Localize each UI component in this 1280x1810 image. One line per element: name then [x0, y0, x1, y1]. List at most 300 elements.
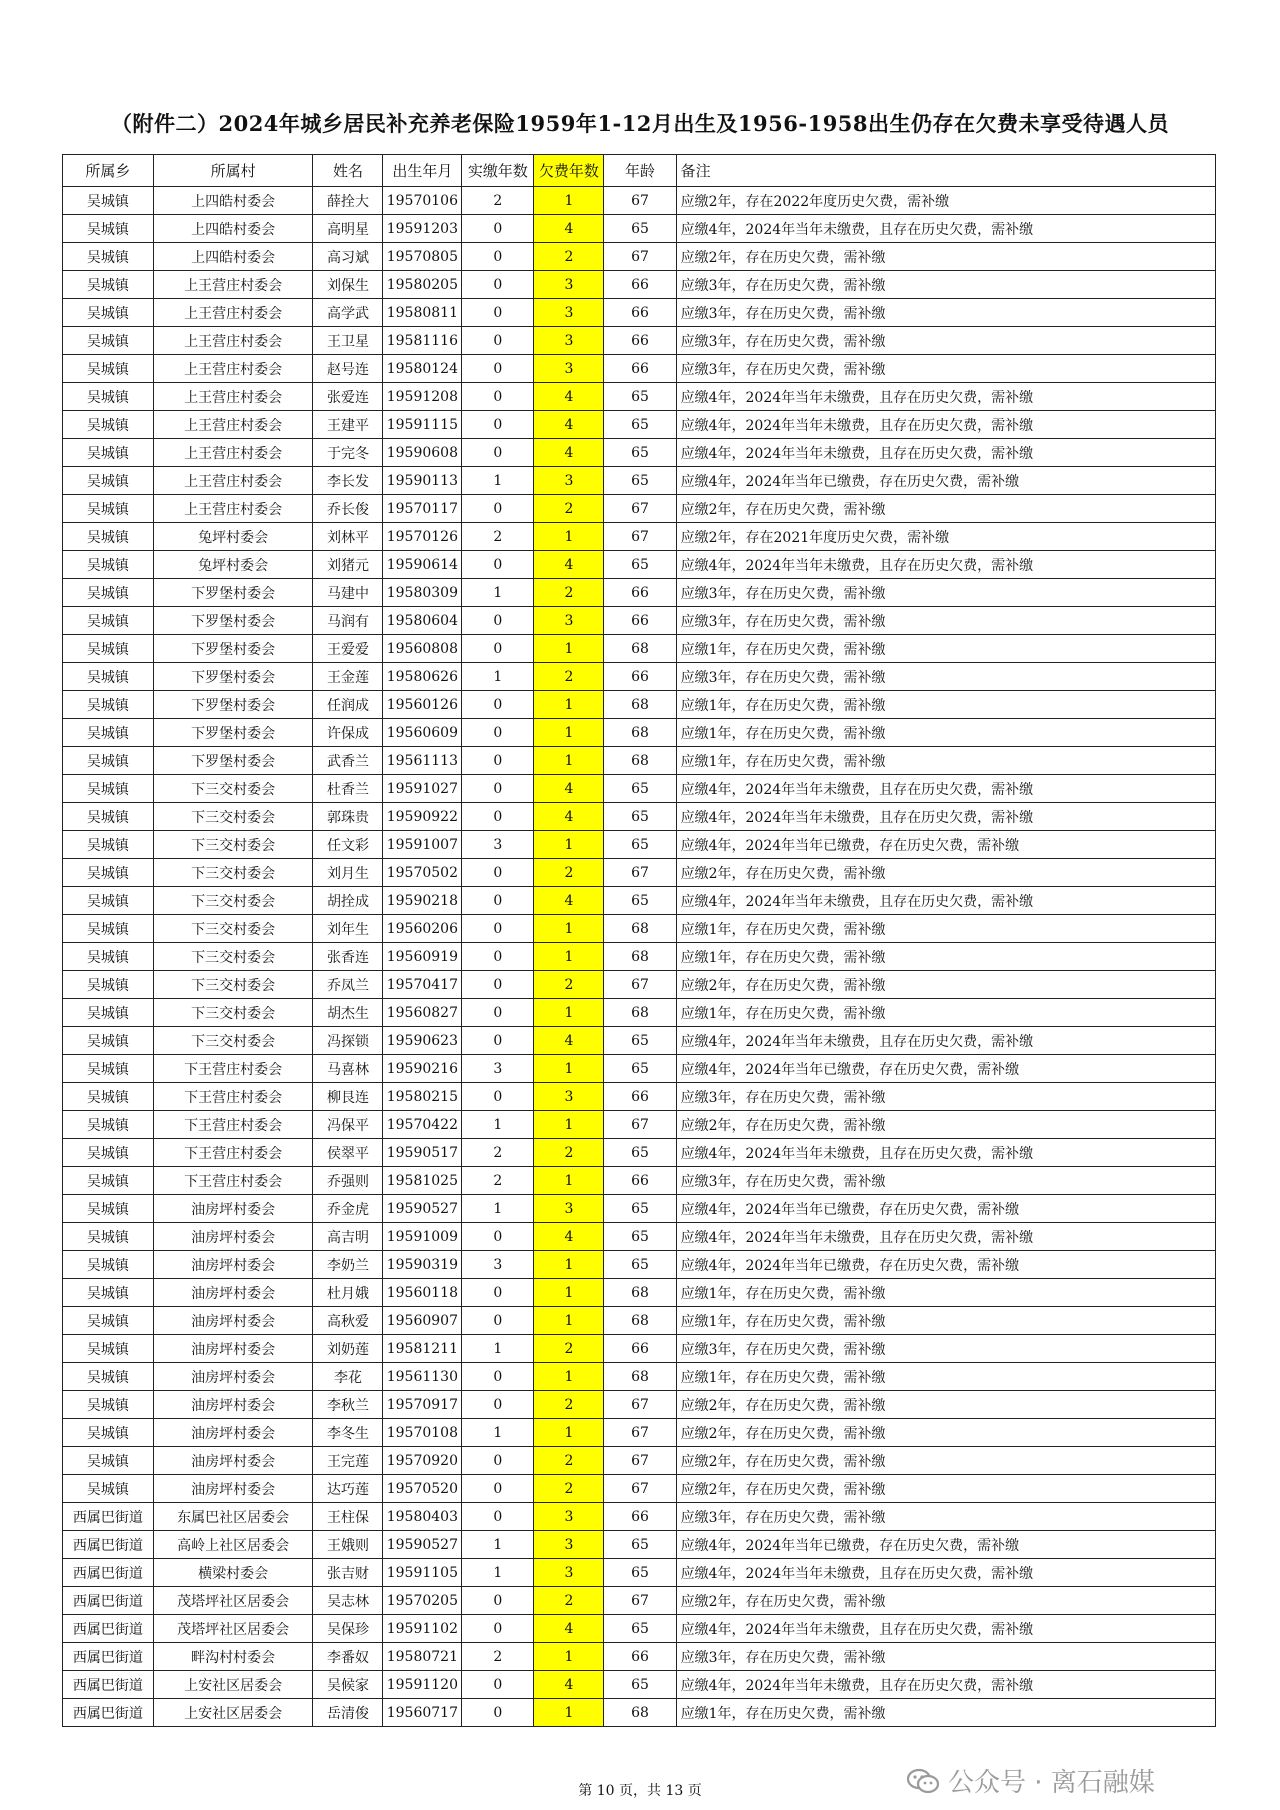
table-row	[63, 187, 1216, 215]
cell-age: 65	[604, 1671, 676, 1699]
cell-arrears-years: 4	[534, 1671, 604, 1699]
cell-age: 67	[604, 187, 676, 215]
cell-remark: 应缴2年，存在历史欠费，需补缴	[676, 1475, 1215, 1503]
cell-township: 吴城镇	[63, 1335, 154, 1363]
table-row	[63, 747, 1216, 775]
cell-birth: 19560907	[383, 1307, 462, 1335]
cell-township: 吴城镇	[63, 1447, 154, 1475]
cell-village: 油房坪村委会	[153, 1475, 313, 1503]
cell-name: 乔金虎	[313, 1195, 383, 1223]
table-row	[63, 607, 1216, 635]
cell-village: 下罗堡村委会	[153, 635, 313, 663]
cell-birth: 19580811	[383, 299, 462, 327]
cell-remark: 应缴4年，2024年当年未缴费，且存在历史欠费，需补缴	[676, 1139, 1215, 1167]
header-township: 所属乡	[63, 155, 154, 187]
cell-birth: 19570520	[383, 1475, 462, 1503]
cell-township: 吴城镇	[63, 1083, 154, 1111]
cell-age: 65	[604, 551, 676, 579]
table-row	[63, 1559, 1216, 1587]
cell-birth: 19581025	[383, 1167, 462, 1195]
table-row	[63, 243, 1216, 271]
cell-remark: 应缴1年，存在历史欠费，需补缴	[676, 915, 1215, 943]
cell-village: 油房坪村委会	[153, 1195, 313, 1223]
cell-name: 王金莲	[313, 663, 383, 691]
table-row	[63, 1335, 1216, 1363]
cell-township: 吴城镇	[63, 495, 154, 523]
cell-name: 张香连	[313, 943, 383, 971]
cell-township: 吴城镇	[63, 355, 154, 383]
cell-remark: 应缴4年，2024年当年已缴费，存在历史欠费，需补缴	[676, 1055, 1215, 1083]
cell-paid-years: 0	[462, 1475, 534, 1503]
header-name: 姓名	[313, 155, 383, 187]
cell-arrears-years: 4	[534, 803, 604, 831]
cell-paid-years: 0	[462, 775, 534, 803]
cell-birth: 19570106	[383, 187, 462, 215]
cell-arrears-years: 3	[534, 299, 604, 327]
cell-arrears-years: 4	[534, 887, 604, 915]
cell-birth: 19580124	[383, 355, 462, 383]
cell-village: 下三交村委会	[153, 915, 313, 943]
cell-village: 茂塔坪社区居委会	[153, 1615, 313, 1643]
cell-arrears-years: 1	[534, 1279, 604, 1307]
cell-village: 横梁村委会	[153, 1559, 313, 1587]
cell-remark: 应缴4年，2024年当年已缴费，存在历史欠费，需补缴	[676, 1251, 1215, 1279]
cell-age: 67	[604, 495, 676, 523]
cell-paid-years: 2	[462, 1139, 534, 1167]
cell-remark: 应缴2年，存在历史欠费，需补缴	[676, 1447, 1215, 1475]
cell-township: 吴城镇	[63, 663, 154, 691]
cell-village: 高岭上社区居委会	[153, 1531, 313, 1559]
table-row	[63, 1195, 1216, 1223]
cell-township: 西属巴街道	[63, 1587, 154, 1615]
cell-name: 胡拴成	[313, 887, 383, 915]
cell-name: 李奶兰	[313, 1251, 383, 1279]
cell-age: 65	[604, 215, 676, 243]
cell-paid-years: 2	[462, 523, 534, 551]
watermark-text: 公众号 · 离石融媒	[948, 1768, 1155, 1798]
cell-village: 下罗堡村委会	[153, 719, 313, 747]
cell-township: 吴城镇	[63, 691, 154, 719]
cell-paid-years: 3	[462, 831, 534, 859]
cell-birth: 19581211	[383, 1335, 462, 1363]
cell-birth: 19591102	[383, 1615, 462, 1643]
table-row	[63, 1615, 1216, 1643]
cell-paid-years: 0	[462, 1083, 534, 1111]
table-row	[63, 1671, 1216, 1699]
cell-village: 油房坪村委会	[153, 1251, 313, 1279]
cell-birth: 19590319	[383, 1251, 462, 1279]
cell-township: 吴城镇	[63, 887, 154, 915]
cell-paid-years: 0	[462, 383, 534, 411]
cell-remark: 应缴3年，存在历史欠费，需补缴	[676, 1503, 1215, 1531]
cell-township: 吴城镇	[63, 971, 154, 999]
cell-paid-years: 0	[462, 215, 534, 243]
cell-name: 刘保生	[313, 271, 383, 299]
cell-name: 李花	[313, 1363, 383, 1391]
cell-village: 油房坪村委会	[153, 1447, 313, 1475]
cell-paid-years: 1	[462, 1419, 534, 1447]
cell-township: 吴城镇	[63, 215, 154, 243]
cell-name: 于完冬	[313, 439, 383, 467]
cell-paid-years: 1	[462, 1195, 534, 1223]
cell-remark: 应缴4年，2024年当年未缴费，且存在历史欠费，需补缴	[676, 551, 1215, 579]
cell-arrears-years: 3	[534, 1559, 604, 1587]
cell-township: 吴城镇	[63, 1111, 154, 1139]
cell-township: 吴城镇	[63, 1419, 154, 1447]
cell-township: 吴城镇	[63, 1223, 154, 1251]
cell-birth: 19560808	[383, 635, 462, 663]
table-row	[63, 915, 1216, 943]
cell-birth: 19590623	[383, 1027, 462, 1055]
cell-name: 刘奶莲	[313, 1335, 383, 1363]
cell-name: 刘林平	[313, 523, 383, 551]
cell-arrears-years: 2	[534, 1335, 604, 1363]
cell-name: 王柱保	[313, 1503, 383, 1531]
table-row	[63, 943, 1216, 971]
cell-arrears-years: 2	[534, 1139, 604, 1167]
cell-name: 李长发	[313, 467, 383, 495]
cell-birth: 19570805	[383, 243, 462, 271]
cell-arrears-years: 3	[534, 1083, 604, 1111]
table-row	[63, 719, 1216, 747]
cell-village: 上四皓村委会	[153, 215, 313, 243]
cell-village: 上安社区居委会	[153, 1699, 313, 1727]
cell-township: 吴城镇	[63, 1055, 154, 1083]
cell-arrears-years: 2	[534, 1475, 604, 1503]
cell-arrears-years: 2	[534, 1587, 604, 1615]
cell-arrears-years: 3	[534, 607, 604, 635]
cell-name: 马润有	[313, 607, 383, 635]
cell-name: 高学武	[313, 299, 383, 327]
cell-birth: 19560717	[383, 1699, 462, 1727]
cell-paid-years: 1	[462, 663, 534, 691]
cell-arrears-years: 4	[534, 383, 604, 411]
table-row	[63, 775, 1216, 803]
cell-arrears-years: 2	[534, 495, 604, 523]
cell-village: 上四皓村委会	[153, 187, 313, 215]
cell-township: 吴城镇	[63, 719, 154, 747]
cell-arrears-years: 1	[534, 523, 604, 551]
cell-age: 66	[604, 607, 676, 635]
cell-birth: 19561130	[383, 1363, 462, 1391]
cell-township: 吴城镇	[63, 1251, 154, 1279]
cell-township: 西属巴街道	[63, 1559, 154, 1587]
cell-remark: 应缴2年，存在历史欠费，需补缴	[676, 859, 1215, 887]
cell-remark: 应缴1年，存在历史欠费，需补缴	[676, 691, 1215, 719]
cell-remark: 应缴1年，存在历史欠费，需补缴	[676, 943, 1215, 971]
cell-age: 65	[604, 1251, 676, 1279]
cell-remark: 应缴4年，2024年当年已缴费，存在历史欠费，需补缴	[676, 467, 1215, 495]
cell-birth: 19580626	[383, 663, 462, 691]
cell-age: 65	[604, 439, 676, 467]
cell-paid-years: 0	[462, 1699, 534, 1727]
cell-age: 67	[604, 1587, 676, 1615]
cell-name: 高秋爱	[313, 1307, 383, 1335]
table-row	[63, 1419, 1216, 1447]
cell-remark: 应缴3年，存在历史欠费，需补缴	[676, 1083, 1215, 1111]
cell-township: 吴城镇	[63, 1363, 154, 1391]
table-row	[63, 1251, 1216, 1279]
cell-remark: 应缴3年，存在历史欠费，需补缴	[676, 1167, 1215, 1195]
cell-name: 张爱连	[313, 383, 383, 411]
table-row	[63, 691, 1216, 719]
cell-paid-years: 2	[462, 187, 534, 215]
cell-name: 任文彩	[313, 831, 383, 859]
cell-paid-years: 3	[462, 1055, 534, 1083]
table-row	[63, 299, 1216, 327]
cell-age: 65	[604, 411, 676, 439]
cell-name: 高习斌	[313, 243, 383, 271]
cell-township: 吴城镇	[63, 803, 154, 831]
cell-arrears-years: 1	[534, 943, 604, 971]
cell-age: 68	[604, 1699, 676, 1727]
cell-township: 吴城镇	[63, 467, 154, 495]
cell-paid-years: 0	[462, 747, 534, 775]
cell-age: 67	[604, 1111, 676, 1139]
table-header-row	[63, 155, 1216, 187]
cell-age: 66	[604, 1643, 676, 1671]
table-row	[63, 999, 1216, 1027]
cell-arrears-years: 1	[534, 1251, 604, 1279]
cell-remark: 应缴3年，存在历史欠费，需补缴	[676, 1335, 1215, 1363]
cell-arrears-years: 1	[534, 1643, 604, 1671]
cell-birth: 19591027	[383, 775, 462, 803]
cell-age: 65	[604, 775, 676, 803]
cell-age: 65	[604, 887, 676, 915]
cell-arrears-years: 1	[534, 831, 604, 859]
cell-remark: 应缴2年，存在历史欠费，需补缴	[676, 243, 1215, 271]
cell-arrears-years: 4	[534, 775, 604, 803]
cell-village: 下王营庄村委会	[153, 1111, 313, 1139]
cell-arrears-years: 4	[534, 551, 604, 579]
cell-village: 下王营庄村委会	[153, 1167, 313, 1195]
cell-age: 65	[604, 1531, 676, 1559]
cell-birth: 19570917	[383, 1391, 462, 1419]
cell-name: 王娥则	[313, 1531, 383, 1559]
cell-name: 许保成	[313, 719, 383, 747]
cell-arrears-years: 1	[534, 187, 604, 215]
cell-age: 67	[604, 859, 676, 887]
table-row	[63, 971, 1216, 999]
cell-age: 66	[604, 1083, 676, 1111]
cell-paid-years: 1	[462, 1335, 534, 1363]
cell-township: 吴城镇	[63, 607, 154, 635]
cell-arrears-years: 2	[534, 243, 604, 271]
cell-township: 吴城镇	[63, 1475, 154, 1503]
cell-birth: 19570502	[383, 859, 462, 887]
cell-name: 王卫星	[313, 327, 383, 355]
cell-birth: 19570108	[383, 1419, 462, 1447]
table-row	[63, 1055, 1216, 1083]
cell-township: 吴城镇	[63, 747, 154, 775]
cell-village: 下罗堡村委会	[153, 579, 313, 607]
cell-arrears-years: 2	[534, 971, 604, 999]
cell-birth: 19590527	[383, 1531, 462, 1559]
cell-township: 吴城镇	[63, 1279, 154, 1307]
table-row	[63, 215, 1216, 243]
table-row	[63, 411, 1216, 439]
cell-age: 66	[604, 355, 676, 383]
cell-township: 吴城镇	[63, 859, 154, 887]
table-row	[63, 467, 1216, 495]
cell-remark: 应缴4年，2024年当年未缴费，且存在历史欠费，需补缴	[676, 887, 1215, 915]
cell-township: 吴城镇	[63, 1167, 154, 1195]
cell-age: 68	[604, 747, 676, 775]
header-arrears-years: 欠费年数	[534, 155, 604, 187]
cell-arrears-years: 3	[534, 355, 604, 383]
cell-arrears-years: 4	[534, 439, 604, 467]
cell-remark: 应缴4年，2024年当年未缴费，且存在历史欠费，需补缴	[676, 1615, 1215, 1643]
cell-village: 上王营庄村委会	[153, 495, 313, 523]
cell-age: 68	[604, 1363, 676, 1391]
cell-paid-years: 2	[462, 1167, 534, 1195]
cell-remark: 应缴4年，2024年当年未缴费，且存在历史欠费，需补缴	[676, 215, 1215, 243]
cell-village: 上王营庄村委会	[153, 411, 313, 439]
cell-age: 68	[604, 1279, 676, 1307]
cell-village: 下三交村委会	[153, 887, 313, 915]
cell-township: 吴城镇	[63, 299, 154, 327]
cell-birth: 19591208	[383, 383, 462, 411]
cell-township: 吴城镇	[63, 831, 154, 859]
cell-remark: 应缴4年，2024年当年已缴费，存在历史欠费，需补缴	[676, 1531, 1215, 1559]
cell-remark: 应缴2年，存在历史欠费，需补缴	[676, 1391, 1215, 1419]
table-row	[63, 1083, 1216, 1111]
cell-age: 65	[604, 1615, 676, 1643]
table-row	[63, 1587, 1216, 1615]
table-row	[63, 523, 1216, 551]
cell-paid-years: 0	[462, 1587, 534, 1615]
cell-township: 吴城镇	[63, 551, 154, 579]
cell-village: 兔坪村委会	[153, 523, 313, 551]
cell-paid-years: 0	[462, 1223, 534, 1251]
cell-paid-years: 3	[462, 1251, 534, 1279]
cell-birth: 19560609	[383, 719, 462, 747]
cell-age: 66	[604, 1335, 676, 1363]
wechat-icon	[906, 1767, 940, 1795]
cell-arrears-years: 1	[534, 719, 604, 747]
cell-arrears-years: 1	[534, 915, 604, 943]
cell-birth: 19591007	[383, 831, 462, 859]
cell-arrears-years: 1	[534, 1699, 604, 1727]
cell-arrears-years: 4	[534, 1027, 604, 1055]
cell-village: 油房坪村委会	[153, 1363, 313, 1391]
cell-paid-years: 0	[462, 803, 534, 831]
table-row	[63, 887, 1216, 915]
cell-arrears-years: 4	[534, 1615, 604, 1643]
cell-paid-years: 0	[462, 1447, 534, 1475]
cell-village: 油房坪村委会	[153, 1223, 313, 1251]
cell-paid-years: 1	[462, 579, 534, 607]
cell-paid-years: 0	[462, 495, 534, 523]
cell-name: 李冬生	[313, 1419, 383, 1447]
cell-remark: 应缴4年，2024年当年已缴费，存在历史欠费，需补缴	[676, 831, 1215, 859]
cell-paid-years: 0	[462, 1503, 534, 1531]
cell-township: 西属巴街道	[63, 1671, 154, 1699]
cell-name: 高明星	[313, 215, 383, 243]
table-row	[63, 1363, 1216, 1391]
cell-village: 下王营庄村委会	[153, 1139, 313, 1167]
table-row	[63, 859, 1216, 887]
cell-birth: 19580215	[383, 1083, 462, 1111]
header-age: 年龄	[604, 155, 676, 187]
cell-paid-years: 0	[462, 887, 534, 915]
cell-arrears-years: 3	[534, 327, 604, 355]
cell-township: 西属巴街道	[63, 1643, 154, 1671]
table-row	[63, 831, 1216, 859]
cell-township: 吴城镇	[63, 999, 154, 1027]
cell-remark: 应缴4年，2024年当年未缴费，且存在历史欠费，需补缴	[676, 383, 1215, 411]
cell-paid-years: 0	[462, 1027, 534, 1055]
cell-birth: 19590517	[383, 1139, 462, 1167]
cell-township: 吴城镇	[63, 1195, 154, 1223]
cell-township: 西属巴街道	[63, 1699, 154, 1727]
cell-township: 西属巴街道	[63, 1531, 154, 1559]
table-row	[63, 1643, 1216, 1671]
cell-birth: 19581116	[383, 327, 462, 355]
cell-birth: 19570126	[383, 523, 462, 551]
cell-birth: 19580721	[383, 1643, 462, 1671]
cell-remark: 应缴1年，存在历史欠费，需补缴	[676, 719, 1215, 747]
cell-age: 67	[604, 971, 676, 999]
cell-paid-years: 0	[462, 1671, 534, 1699]
cell-village: 上王营庄村委会	[153, 299, 313, 327]
arrears-table	[62, 154, 1216, 1727]
cell-age: 66	[604, 271, 676, 299]
cell-birth: 19570117	[383, 495, 462, 523]
cell-village: 下罗堡村委会	[153, 691, 313, 719]
cell-age: 65	[604, 1559, 676, 1587]
cell-remark: 应缴4年，2024年当年未缴费，且存在历史欠费，需补缴	[676, 439, 1215, 467]
table-row	[63, 1139, 1216, 1167]
cell-arrears-years: 1	[534, 1363, 604, 1391]
table-row	[63, 1111, 1216, 1139]
cell-age: 65	[604, 1139, 676, 1167]
cell-age: 68	[604, 719, 676, 747]
cell-age: 66	[604, 1167, 676, 1195]
cell-arrears-years: 2	[534, 1447, 604, 1475]
cell-age: 65	[604, 1195, 676, 1223]
cell-birth: 19590218	[383, 887, 462, 915]
cell-arrears-years: 4	[534, 411, 604, 439]
cell-birth: 19570205	[383, 1587, 462, 1615]
cell-remark: 应缴1年，存在历史欠费，需补缴	[676, 1699, 1215, 1727]
cell-village: 下三交村委会	[153, 971, 313, 999]
cell-remark: 应缴3年，存在历史欠费，需补缴	[676, 327, 1215, 355]
cell-birth: 19590614	[383, 551, 462, 579]
cell-village: 上王营庄村委会	[153, 383, 313, 411]
cell-age: 68	[604, 943, 676, 971]
header-village: 所属村	[153, 155, 313, 187]
table-row	[63, 439, 1216, 467]
cell-township: 吴城镇	[63, 943, 154, 971]
cell-age: 67	[604, 1391, 676, 1419]
cell-paid-years: 1	[462, 1531, 534, 1559]
cell-arrears-years: 2	[534, 579, 604, 607]
table-row	[63, 1167, 1216, 1195]
table-row	[63, 1475, 1216, 1503]
cell-birth: 19591120	[383, 1671, 462, 1699]
cell-name: 任润成	[313, 691, 383, 719]
cell-paid-years: 0	[462, 1307, 534, 1335]
cell-remark: 应缴4年，2024年当年未缴费，且存在历史欠费，需补缴	[676, 775, 1215, 803]
cell-birth: 19560126	[383, 691, 462, 719]
cell-name: 乔强则	[313, 1167, 383, 1195]
cell-remark: 应缴2年，存在2022年度历史欠费，需补缴	[676, 187, 1215, 215]
cell-village: 下三交村委会	[153, 803, 313, 831]
table-row	[63, 1279, 1216, 1307]
cell-village: 下三交村委会	[153, 943, 313, 971]
cell-township: 吴城镇	[63, 187, 154, 215]
